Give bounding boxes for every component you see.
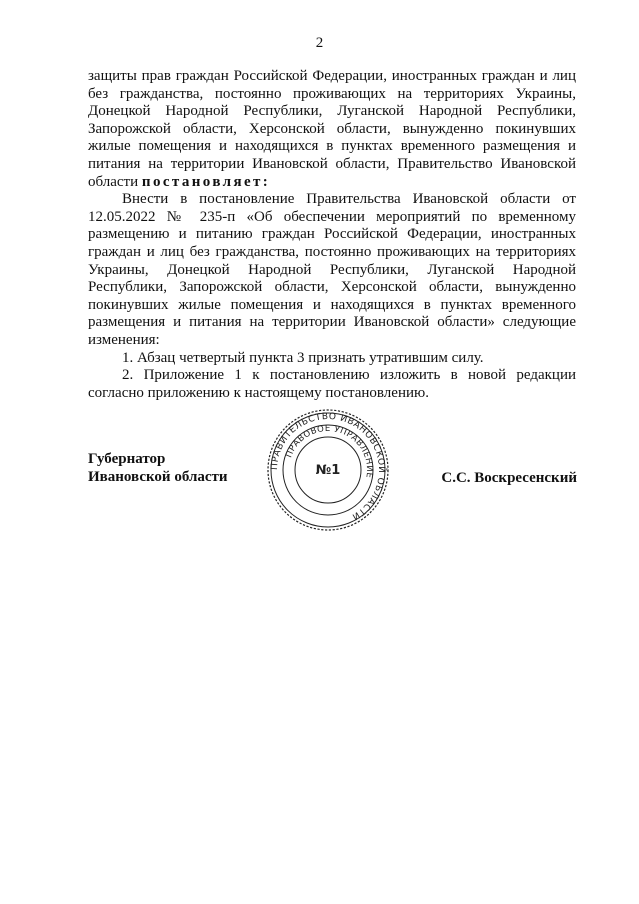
seal-inner-text: ПРАВОВОЕ УПРАВЛЕНИЕ	[284, 423, 375, 479]
document-body	[88, 68, 576, 402]
signatory-title	[88, 450, 228, 486]
signatory-title-line2: Ивановской области	[88, 469, 228, 485]
amendment-paragraph: Внести в постановление Правительства Ивановской области от 12.05.2022 № 235-п «Об обеспечении мероприятий по временному размещению и питанию граждан Российской Федерации, иностранных граждан и лиц без гражданства, постоянно проживающих на территориях Украины, Донецкой Народной Республики, Луганской Народной Республики, Запорожской области, Херсонской области, вынужденно покинувших жилые помещения и находящихся в пунктах временного размещения и питания на территории Ивановской области» следующие изменения:	[88, 191, 576, 348]
seal-outer-text: ПРАВИТЕЛЬСТВО ИВАНОВСКОЙ ОБЛАСТИ	[269, 411, 387, 522]
official-seal	[266, 408, 390, 532]
amendment-item-1: 1. Абзац четвертый пункта 3 признать утратившим силу.	[122, 349, 484, 366]
signatory-name: С.С. Воскресенский	[441, 470, 577, 486]
amendment-item-2: 2. Приложение 1 к постановлению изложить в новой редакции согласно приложению к настоящему постановлению.	[88, 367, 576, 401]
intro-paragraph	[88, 68, 576, 191]
resolve-word: постановляет:	[141, 173, 271, 190]
signatory-title-line1: Губернатор	[88, 451, 166, 467]
intro-text: защиты прав граждан Российской Федерации, иностранных граждан и лиц без гражданства, постоянно проживающих на территориях Украины, Донецкой Народной Республики, Луганской Народной Республики, Запорожской области, Херсонской области, вынужденно покинувших жилые помещения и находящихся в пунктах временного размещения и питания на территории Ивановской области, Правительство Ивановской области	[88, 68, 576, 190]
seal-number: №1	[315, 463, 341, 478]
page-number: 2	[315, 35, 324, 51]
